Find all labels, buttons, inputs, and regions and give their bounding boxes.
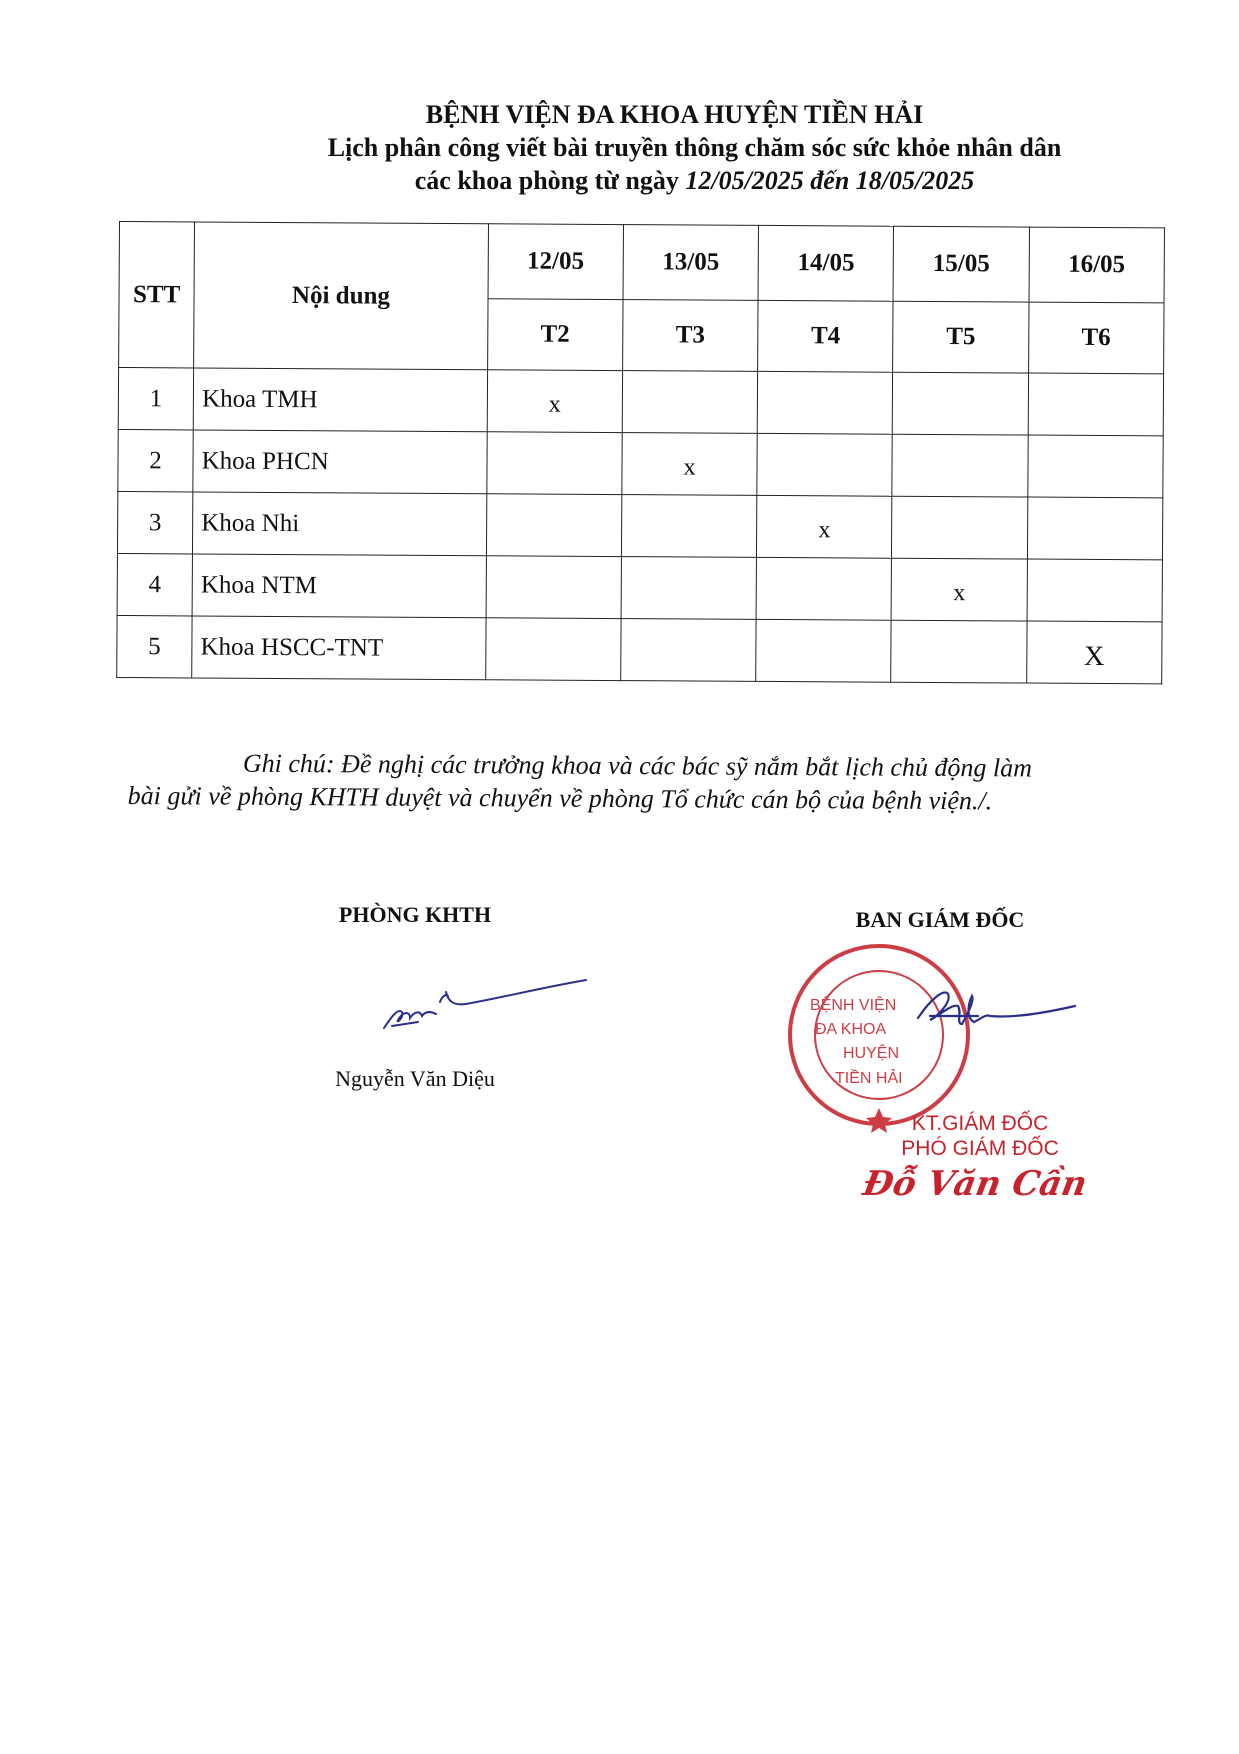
row-mark bbox=[757, 371, 893, 434]
schedule-date-range bbox=[0, 164, 1239, 197]
table-row bbox=[117, 491, 1162, 559]
row-mark bbox=[1027, 497, 1163, 560]
right-signatory-role: KT.GIÁM ĐỐC bbox=[911, 1112, 1049, 1135]
left-signatory-name: Nguyễn Văn Diệu bbox=[335, 1066, 495, 1091]
header-weekday: T4 bbox=[758, 300, 894, 372]
right-signatory-title: BAN GIÁM ĐỐC bbox=[855, 907, 1025, 932]
document-header bbox=[0, 98, 1239, 197]
header-weekday: T2 bbox=[487, 299, 623, 371]
right-signatory-name: Đỗ Văn Cần bbox=[859, 1164, 1091, 1204]
row-mark bbox=[487, 432, 623, 495]
row-department: Khoa PHCN bbox=[193, 430, 487, 494]
row-department: Khoa HSCC-TNT bbox=[192, 616, 486, 680]
header-stt: STT bbox=[119, 222, 195, 368]
row-mark bbox=[892, 434, 1028, 497]
stamp-text: ĐA KHOA bbox=[815, 1021, 887, 1038]
row-mark bbox=[621, 619, 757, 682]
date-range-prefix: các khoa phòng từ ngày bbox=[414, 166, 686, 195]
table-row bbox=[117, 553, 1162, 621]
official-stamp bbox=[790, 946, 968, 1133]
right-signatory-role: PHÓ GIÁM ĐỐC bbox=[901, 1137, 1059, 1160]
row-stt: 2 bbox=[118, 429, 194, 491]
stamp-text: HUYỆN bbox=[843, 1045, 900, 1062]
row-mark bbox=[622, 371, 758, 434]
left-signatory-title: PHÒNG KHTH bbox=[338, 902, 492, 927]
left-handwritten-signature bbox=[384, 980, 586, 1028]
header-date: 15/05 bbox=[893, 226, 1029, 302]
row-mark bbox=[1028, 373, 1164, 436]
stamp-text: TIỀN HẢI bbox=[835, 1070, 903, 1087]
header-weekday: T5 bbox=[893, 301, 1029, 373]
header-weekday: T6 bbox=[1028, 302, 1164, 374]
row-stt: 5 bbox=[117, 615, 193, 677]
row-mark bbox=[893, 372, 1029, 435]
hospital-name: BỆNH VIỆN ĐA KHOA HUYỆN TIỀN HẢI bbox=[425, 100, 924, 129]
row-mark bbox=[1028, 435, 1164, 498]
row-mark bbox=[757, 433, 893, 496]
row-mark: x bbox=[487, 370, 623, 433]
row-mark bbox=[621, 495, 757, 558]
row-mark bbox=[756, 619, 892, 682]
row-mark: x bbox=[757, 495, 893, 558]
schedule-table bbox=[116, 221, 1165, 684]
row-stt: 3 bbox=[117, 491, 193, 553]
schedule-title: Lịch phân công viết bài truyền thông chăm sóc sức khỏe nhân dân bbox=[327, 133, 1062, 162]
row-mark bbox=[486, 556, 622, 619]
row-mark bbox=[756, 557, 892, 620]
row-mark bbox=[621, 557, 757, 620]
row-stt: 4 bbox=[117, 553, 193, 615]
row-department: Khoa Nhi bbox=[193, 492, 487, 556]
row-stt: 1 bbox=[118, 368, 194, 430]
header-date: 13/05 bbox=[623, 225, 759, 301]
table-row bbox=[118, 429, 1163, 497]
row-mark bbox=[892, 496, 1028, 559]
row-department: Khoa NTM bbox=[192, 554, 486, 618]
row-mark: x bbox=[892, 558, 1028, 621]
row-mark bbox=[485, 618, 621, 681]
row-department: Khoa TMH bbox=[193, 368, 487, 432]
header-date: 12/05 bbox=[488, 224, 624, 300]
table-row bbox=[118, 368, 1163, 436]
header-content: Nội dung bbox=[194, 222, 488, 370]
row-mark: x bbox=[622, 433, 758, 496]
header-date: 14/05 bbox=[758, 225, 894, 301]
right-handwritten-signature bbox=[918, 992, 1075, 1024]
header-weekday: T3 bbox=[623, 300, 759, 372]
header-date: 16/05 bbox=[1029, 227, 1165, 303]
note-line: bài gửi về phòng KHTH duyệt và chuyển về phòng Tổ chức cán bộ của bệnh viện./. bbox=[127, 780, 993, 816]
table-header-row bbox=[119, 222, 1164, 303]
row-mark bbox=[891, 620, 1027, 683]
stamp-text: BỆNH VIỆN bbox=[810, 997, 897, 1014]
row-mark bbox=[486, 494, 622, 557]
table-row bbox=[117, 615, 1162, 683]
date-range-value: 12/05/2025 đến 18/05/2025 bbox=[685, 166, 975, 195]
note-line: Ghi chú: Đề nghị các trưởng khoa và các bác sỹ nắm bắt lịch chủ động làm bbox=[242, 748, 1033, 783]
note-paragraph bbox=[128, 746, 1118, 818]
row-mark: X bbox=[1026, 621, 1162, 684]
row-mark bbox=[1027, 559, 1163, 622]
